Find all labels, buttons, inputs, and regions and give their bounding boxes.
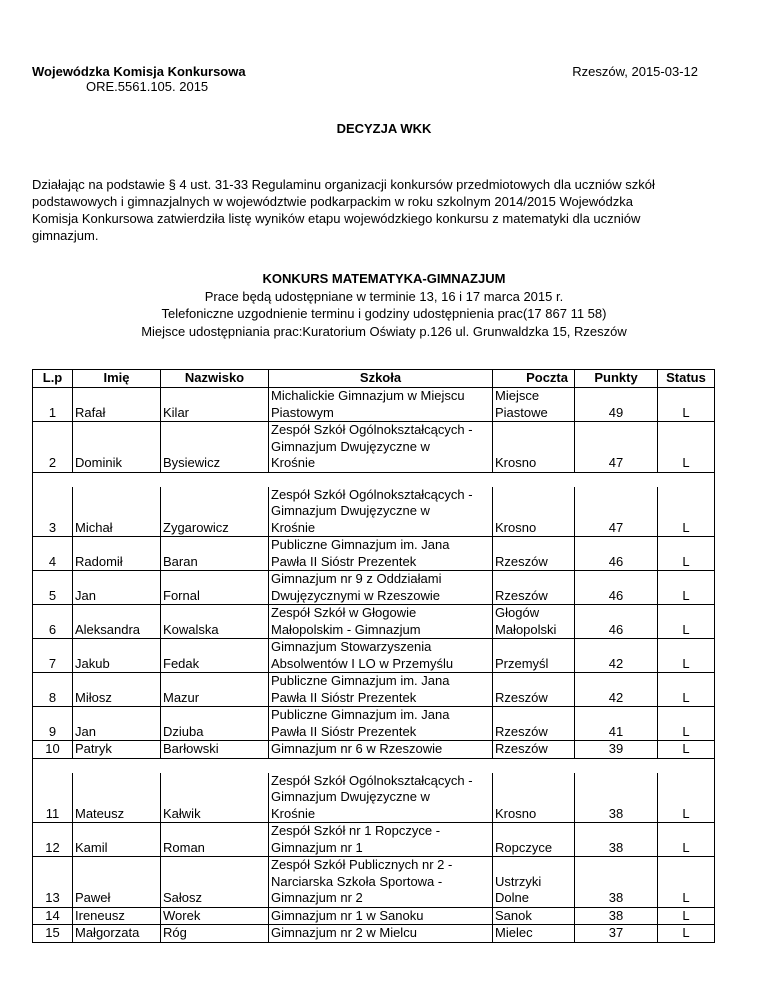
szkola-cell-line: Gimnazjum nr 2 w Mielcu [271, 925, 417, 940]
szkola-cell [269, 925, 493, 943]
nazwisko-cell: Fornal [161, 571, 269, 605]
szkola-cell-line: Gimnazjum nr 1 w Sanoku [271, 907, 424, 923]
poczta-cell [493, 639, 575, 673]
table-row [33, 773, 715, 823]
nazwisko-cell: Bysiewicz [161, 422, 269, 473]
szkola-cell-line: Dwujęzycznymi w Rzeszowie [271, 587, 441, 603]
header-lp: L.p [33, 370, 73, 388]
szkola-cell-line: Michalickie Gimnazjum w Miejscu [271, 388, 465, 403]
nazwisko-cell: Dziuba [161, 707, 269, 741]
szkola-cell [269, 707, 493, 741]
poczta-cell [493, 741, 575, 759]
table-row [33, 422, 715, 473]
imie-cell: Jan [73, 571, 161, 605]
poczta-cell-line: Krosno [495, 519, 537, 535]
poczta-cell-line: Rzeszów [495, 587, 548, 603]
table-row [33, 605, 715, 639]
table-row [33, 673, 715, 707]
header-nazwisko: Nazwisko [161, 370, 269, 388]
contest-line-1: Prace będą udostępniane w terminie 13, 16 i 17 marca 2015 r. [204, 288, 564, 304]
szkola-cell-line: Pawła II Sióstr Prezentek [271, 689, 417, 705]
contest-info [0, 270, 768, 340]
imie-cell: Radomił [73, 537, 161, 571]
szkola-cell [269, 857, 493, 908]
poczta-cell-line: Krosno [495, 455, 537, 470]
szkola-cell-line: Publiczne Gimnazjum im. Jana [271, 537, 450, 552]
poczta-cell-line: Przemyśl [495, 655, 549, 671]
row-spacer [33, 472, 715, 487]
poczta-cell [493, 925, 575, 943]
poczta-cell-line: Głogów [495, 605, 540, 620]
poczta-cell [493, 857, 575, 908]
contest-line-3: Miejsce udostępniania prac:Kuratorium Oświaty p.126 ul. Grunwaldzka 15, Rzeszów [141, 323, 627, 339]
lp-cell: 8 [33, 673, 73, 707]
szkola-cell-line: Gimnazjum Dwujęzyczne w [271, 789, 430, 804]
status-cell: L [658, 925, 715, 943]
szkola-cell-line: Publiczne Gimnazjum im. Jana [271, 673, 450, 688]
status-cell: L [658, 571, 715, 605]
imie-cell: Jan [73, 707, 161, 741]
punkty-cell: 38 [575, 907, 658, 925]
imie-cell: Dominik [73, 422, 161, 473]
poczta-cell-line: Ropczyce [495, 839, 553, 855]
szkola-cell [269, 537, 493, 571]
lp-cell: 15 [33, 925, 73, 943]
szkola-cell [269, 422, 493, 473]
intro-line: podstawowych i gimnazjalnych w województwie podkarpackim w roku szkolnym 2014/2015 Wojewódzka [32, 194, 633, 209]
status-cell: L [658, 907, 715, 925]
header-szkola: Szkoła [269, 370, 493, 388]
szkola-cell [269, 823, 493, 857]
table-row [33, 487, 715, 537]
intro-paragraph [32, 176, 732, 244]
szkola-cell [269, 605, 493, 639]
lp-cell: 9 [33, 707, 73, 741]
szkola-cell-line: Zespół Szkół Ogólnokształcących - [271, 486, 473, 502]
lp-cell: 5 [33, 571, 73, 605]
poczta-cell [493, 907, 575, 925]
imie-cell: Aleksandra [73, 605, 161, 639]
status-cell: L [658, 487, 715, 537]
table-row [33, 571, 715, 605]
header-left [32, 64, 246, 94]
table-body [33, 388, 715, 943]
szkola-cell-line: Zespół Szkół Publicznych nr 2 - [271, 857, 453, 872]
poczta-cell [493, 422, 575, 473]
punkty-cell: 42 [575, 673, 658, 707]
punkty-cell: 42 [575, 639, 658, 673]
szkola-cell-line: Zespół Szkół nr 1 Ropczyce - [271, 823, 441, 838]
szkola-cell-line: Gimnazjum Dwujęzyczne w [271, 503, 430, 518]
punkty-cell: 46 [575, 571, 658, 605]
intro-line: Komisja Konkursowa zatwierdziła listę wyników etapu wojewódzkiego konkursu z matematyki dla uczniów [32, 211, 641, 226]
poczta-cell-line: Rzeszów [495, 741, 548, 756]
lp-cell: 10 [33, 741, 73, 759]
status-cell: L [658, 773, 715, 823]
poczta-cell-line: Rzeszów [495, 553, 548, 569]
punkty-cell: 37 [575, 925, 658, 943]
szkola-cell-line: Gimnazjum nr 9 z Oddziałami [271, 571, 442, 586]
decision-title: DECYZJA WKK [336, 121, 432, 136]
status-cell: L [658, 388, 715, 422]
status-cell: L [658, 857, 715, 908]
nazwisko-cell: Zygarowicz [161, 487, 269, 537]
imie-cell: Rafał [73, 388, 161, 422]
poczta-cell-line: Miejsce [495, 388, 540, 403]
szkola-cell [269, 773, 493, 823]
szkola-cell-line: Krośnie [271, 455, 316, 470]
status-cell: L [658, 741, 715, 759]
intro-line: gimnazjum. [32, 228, 99, 243]
nazwisko-cell: Worek [161, 907, 269, 925]
nazwisko-cell: Barłowski [161, 741, 269, 759]
szkola-cell [269, 388, 493, 422]
contest-line-2: Telefoniczne uzgodnienie terminu i godziny udostępnienia prac(17 867 11 58) [161, 306, 607, 321]
imie-cell: Mateusz [73, 773, 161, 823]
table-row [33, 537, 715, 571]
poczta-cell [493, 571, 575, 605]
lp-cell: 11 [33, 773, 73, 823]
poczta-cell [493, 773, 575, 823]
table-row [33, 823, 715, 857]
poczta-cell-line: Rzeszów [495, 723, 548, 739]
nazwisko-cell: Kilar [161, 388, 269, 422]
nazwisko-cell: Mazur [161, 673, 269, 707]
szkola-cell [269, 907, 493, 925]
szkola-cell-line: Gimnazjum Stowarzyszenia [271, 639, 432, 654]
szkola-cell-line: Krośnie [271, 805, 316, 821]
szkola-cell [269, 571, 493, 605]
header-poczta: Poczta [493, 370, 575, 388]
nazwisko-cell: Róg [161, 925, 269, 943]
poczta-cell [493, 537, 575, 571]
lp-cell: 12 [33, 823, 73, 857]
status-cell: L [658, 605, 715, 639]
table-row [33, 639, 715, 673]
lp-cell: 3 [33, 487, 73, 537]
punkty-cell: 38 [575, 857, 658, 908]
table-row [33, 707, 715, 741]
poczta-cell-line: Mielec [495, 925, 533, 940]
szkola-cell-line: Gimnazjum nr 6 w Rzeszowie [271, 741, 443, 756]
szkola-cell-line: Małopolskim - Gimnazjum [271, 621, 421, 637]
poczta-cell-line: Rzeszów [495, 689, 548, 705]
poczta-cell [493, 673, 575, 707]
imie-cell: Miłosz [73, 673, 161, 707]
table-row [33, 925, 715, 943]
organization-name: Wojewódzka Komisja Konkursowa [32, 64, 246, 79]
status-cell: L [658, 537, 715, 571]
imie-cell: Kamil [73, 823, 161, 857]
table-row [33, 907, 715, 925]
table-row [33, 741, 715, 759]
szkola-cell-line: Gimnazjum nr 1 [271, 839, 363, 855]
punkty-cell: 46 [575, 605, 658, 639]
imie-cell: Michał [73, 487, 161, 537]
status-cell: L [658, 422, 715, 473]
szkola-cell-line: Gimnazjum nr 2 [271, 890, 363, 905]
szkola-cell-line: Absolwentów I LO w Przemyślu [271, 655, 454, 671]
szkola-cell [269, 487, 493, 537]
nazwisko-cell: Roman [161, 823, 269, 857]
nazwisko-cell: Kowalska [161, 605, 269, 639]
szkola-cell-line: Zespół Szkół Ogólnokształcących - [271, 422, 473, 437]
header-imie: Imię [73, 370, 161, 388]
header-punkty: Punkty [575, 370, 658, 388]
reference-number: ORE.5561.105. 2015 [86, 79, 209, 94]
lp-cell: 1 [33, 388, 73, 422]
table-row [33, 388, 715, 422]
punkty-cell: 38 [575, 773, 658, 823]
punkty-cell: 39 [575, 741, 658, 759]
table-row [33, 857, 715, 908]
results-table [32, 369, 715, 943]
imie-cell: Ireneusz [73, 907, 161, 925]
nazwisko-cell: Kałwik [161, 773, 269, 823]
punkty-cell: 47 [575, 422, 658, 473]
szkola-cell-line: Narciarska Szkoła Sportowa - [271, 873, 443, 889]
spacer-cell [33, 472, 715, 487]
poczta-cell [493, 707, 575, 741]
lp-cell: 7 [33, 639, 73, 673]
szkola-cell-line: Publiczne Gimnazjum im. Jana [271, 707, 450, 722]
poczta-cell [493, 388, 575, 422]
intro-line: Działając na podstawie § 4 ust. 31-33 Regulaminu organizacji konkursów przedmiotowych dla uczniów szkół [32, 177, 655, 192]
punkty-cell: 41 [575, 707, 658, 741]
table-header-row [33, 370, 715, 388]
imie-cell: Patryk [73, 741, 161, 759]
punkty-cell: 47 [575, 487, 658, 537]
punkty-cell: 49 [575, 388, 658, 422]
status-cell: L [658, 639, 715, 673]
szkola-cell-line: Piastowym [271, 404, 334, 420]
row-spacer [33, 758, 715, 773]
szkola-cell [269, 741, 493, 759]
szkola-cell-line: Pawła II Sióstr Prezentek [271, 723, 417, 739]
poczta-cell [493, 605, 575, 639]
poczta-cell [493, 823, 575, 857]
szkola-cell-line: Zespół Szkół w Głogowie [271, 605, 417, 620]
poczta-cell-line: Krosno [495, 805, 537, 821]
szkola-cell-line: Krośnie [271, 519, 316, 535]
nazwisko-cell: Fedak [161, 639, 269, 673]
poczta-cell-line: Sanok [495, 907, 532, 923]
place-date: Rzeszów, 2015-03-12 [572, 64, 698, 79]
poczta-cell-line: Małopolski [495, 621, 557, 637]
spacer-cell [33, 758, 715, 773]
lp-cell: 14 [33, 907, 73, 925]
poczta-cell-line: Piastowe [495, 404, 548, 420]
status-cell: L [658, 673, 715, 707]
nazwisko-cell: Baran [161, 537, 269, 571]
status-cell: L [658, 707, 715, 741]
poczta-cell-line: Ustrzyki Dolne [495, 873, 542, 905]
lp-cell: 4 [33, 537, 73, 571]
contest-title: KONKURS MATEMATYKA-GIMNAZJUM [262, 271, 506, 286]
szkola-cell [269, 673, 493, 707]
punkty-cell: 38 [575, 823, 658, 857]
nazwisko-cell: Sałosz [161, 857, 269, 908]
status-cell: L [658, 823, 715, 857]
imie-cell: Małgorzata [73, 925, 161, 943]
imie-cell: Paweł [73, 857, 161, 908]
header-status: Status [658, 370, 715, 388]
szkola-cell [269, 639, 493, 673]
szkola-cell-line: Gimnazjum Dwujęzyczne w [271, 438, 430, 454]
szkola-cell-line: Pawła II Sióstr Prezentek [271, 553, 417, 569]
lp-cell: 6 [33, 605, 73, 639]
szkola-cell-line: Zespół Szkół Ogólnokształcących - [271, 772, 473, 788]
lp-cell: 13 [33, 857, 73, 908]
lp-cell: 2 [33, 422, 73, 473]
imie-cell: Jakub [73, 639, 161, 673]
poczta-cell [493, 487, 575, 537]
punkty-cell: 46 [575, 537, 658, 571]
